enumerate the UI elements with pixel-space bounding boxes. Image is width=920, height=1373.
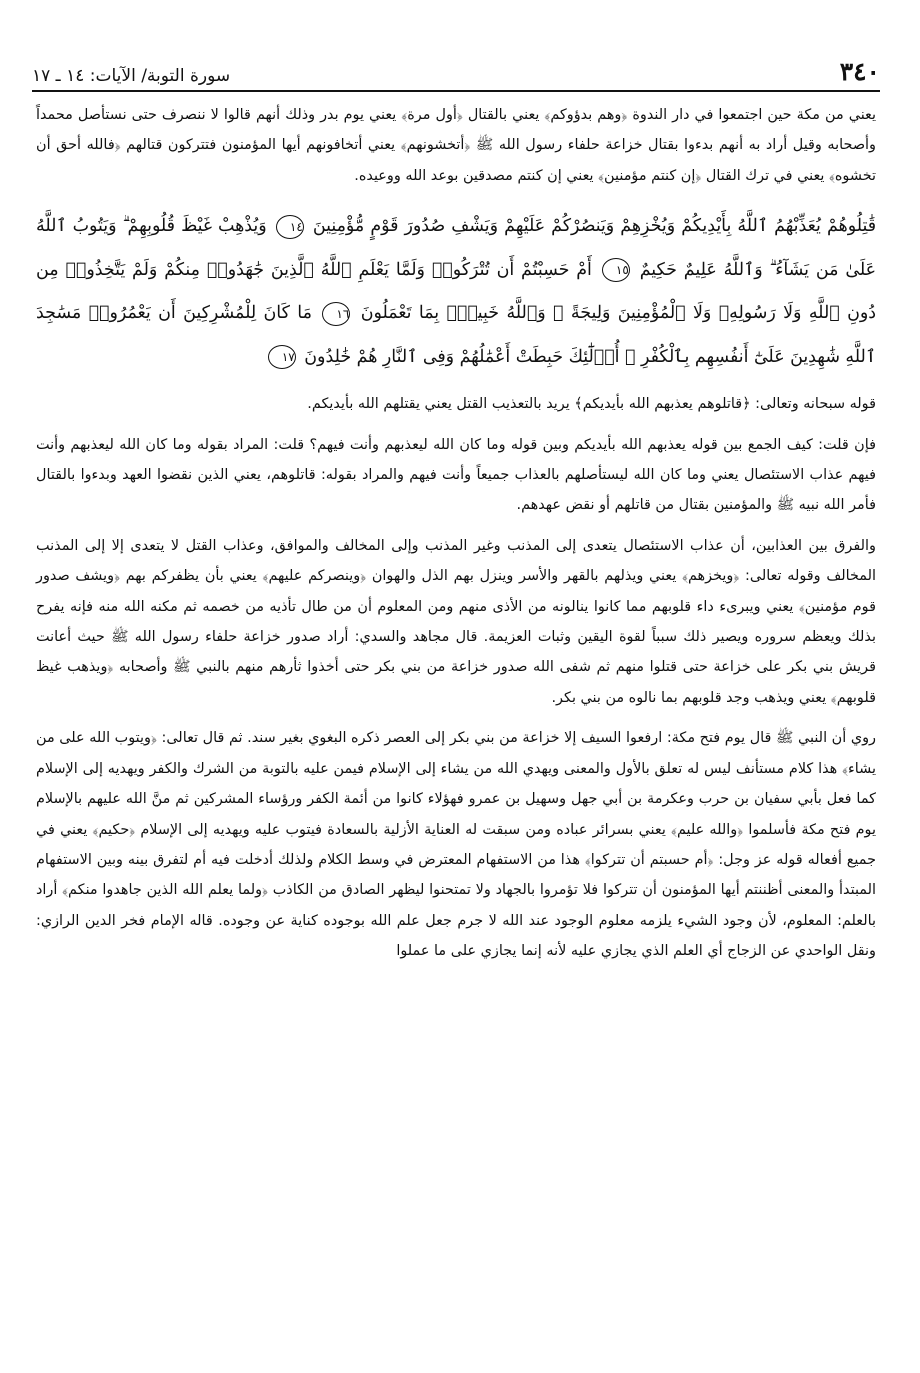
- quran-verses-block: [36, 205, 876, 379]
- ayah-17-text: مَا كَانَ لِلْمُشْرِكِينَ أَن يَعْمُرُوا۟ مَسَٰجِدَ ٱللَّهِ شَٰهِدِينَ عَلَىٰٓ أَنفُسِهِم بِٱلْكُفْرِ ۚ أُو۟لَٰٓئِكَ حَبِطَتْ أَعْمَٰلُهُمْ وَفِى ٱلنَّارِ هُمْ خَٰلِدُونَ: [36, 303, 876, 367]
- ayah-14-text: قَٰتِلُوهُمْ يُعَذِّبْهُمُ ٱللَّهُ بِأَيْدِيكُمْ وَيُخْزِهِمْ وَيَنصُرْكُمْ عَلَيْهِمْ وَيَشْفِ صُدُورَ قَوْمٍ مُّؤْمِنِينَ: [312, 216, 877, 237]
- page-number: ٣٤٠: [839, 57, 880, 86]
- ayah-16-text: أَمْ حَسِبْتُمْ أَن تُتْرَكُوا۟ وَلَمَّا يَعْلَمِ ٱللَّهُ ٱلَّذِينَ جَٰهَدُوا۟ مِنكُمْ وَلَمْ يَتَّخِذُوا۟ مِن دُونِ ٱللَّهِ وَلَا رَسُولِهِۦ وَلَا ٱلْمُؤْمِنِينَ وَلِيجَةً ۚ وَٱللَّهُ خَبِيرٌۢ بِمَا تَعْمَلُونَ: [36, 259, 876, 324]
- commentary-paragraph: والفرق بين العذابين، أن عذاب الاستئصال يتعدى إلى المذنب وغير المذنب وإلى المخالف والموافق، وعذاب القتل لا يتعدى إلا إلى المذنب المخالف وقوله تعالى: ﴿ويخزهم﴾ يعني ويذلهم بالقهر والأسر وينزل بهم الذل والهوان ﴿وينصركم عليهم﴾ يعني بأن يظفركم بهم ﴿ويشف صدور قوم مؤمنين﴾ يعني ويبرىء داء قلوبهم مما كانوا ينالونه من الأذى منهم ومن المعلوم أن من طال تأذيه من خصمه ثم مكنه الله منه فإنه يفرح بذلك ويعظم سروره ويصير ذلك سبباً لقوة اليقين وثبات العزيمة. قال مجاهد والسدي: أراد صدور خزاعة حلفاء رسول الله ﷺ حيث أعانت قريش بني بكر على خزاعة حتى قتلوا منهم ثم شفى الله صدور خزاعة من بني بكر حتى أخذوا ثأرهم منهم بالنبي ﷺ وأصحابه ﴿ويذهب غيظ قلوبهم﴾ يعني ويذهب وجد قلوبهم بما نالوه من بني بكر.: [36, 537, 876, 706]
- commentary-paragraph: روي أن النبي ﷺ قال يوم فتح مكة: ارفعوا السيف إلا خزاعة من بني بكر إلى العصر ذكره البغوي بغير سند. ثم قال تعالى: ﴿ويتوب الله على من يشاء﴾ هذا كلام مستأنف ليس له تعلق بالأول والمعنى ويهدي الله من يشاء إلى الإسلام فيمن عليه بالتوبة من الشرك والكفر ويهديه إلى الإسلام كما فعل بأبي سفيان بن حرب وعكرمة بن أبي جهل وسهيل بن عمرو فهؤلاء كانوا من أئمة الكفر ورؤساء المشركين ثم منَّ الله عليهم بالإسلام يوم فتح مكة فأسلموا ﴿والله عليم﴾ يعني بسرائر عباده ومن سبقت له العناية الأزلية بالسعادة فيتوب عليه ويهديه إلى الإسلام ﴿حكيم﴾ يعني في جميع أفعاله قوله عز وجل: ﴿أم حسبتم أن تتركوا﴾ هذا من الاستفهام المعترض في وسط الكلام ولذلك أدخلت فيه أم لتفرق بينه وبين الاستفهام المبتدأ والمعنى أظننتم أيها المؤمنون أن تتركوا فلا تؤمروا بالجهاد ولا تمتحنوا ليظهر الصادق من الكاذب ﴿ولما يعلم الله الذين جاهدوا منكم﴾ أراد بالعلم: المعلوم، لأن وجود الشيء يلزمه معلوم الوجود عند الله لا جرم جعل علم الله بوجوده كناية عن وجوده. قاله الإمام فخر الدين الرازي: ونقل الواحدي عن الزجاج أي العلم الذي يجازي عليه لأنه إنما يجازي على ما عملوا: [36, 730, 876, 960]
- page-content: [36, 100, 876, 1353]
- intro-paragraph: يعني من مكة حين اجتمعوا في دار الندوة ﴿وهم بدؤوكم﴾ يعني بالقتال ﴿أول مرة﴾ يعني يوم بدر وذلك أنهم قالوا لا ننصرف حتى نستأصل محمداً وأصحابه وقيل أراد به أنهم بدءوا بقتال خزاعة حلفاء رسول الله ﷺ ﴿أتخشونهم﴾ يعني أتخافونهم أيها المؤمنون فتتركون قتالهم ﴿فالله أحق أن تخشوه﴾ يعني في ترك القتال ﴿إن كنتم مؤمنين﴾ يعني إن كنتم مصدقين بوعد الله ووعيده.: [36, 107, 876, 184]
- ayah-number-marker: ١٤: [276, 215, 304, 239]
- commentary-paragraph: فإن قلت: كيف الجمع بين قوله يعذبهم الله بأيديكم وبين قوله وما كان الله ليعذبهم وأنت فيهم؟ قلت: المراد بقوله وما كان الله ليعذبهم وأنت فيهم عذاب الاستئصال يعني وما كان الله ليستأصلهم بالعذاب جميعاً وأنت فيهم والمراد بقوله: قاتلوهم، يعني الذين نقضوا العهد وبدءوا بالقتال فأمر الله نبيه ﷺ والمؤمنين بقتال من قاتلهم أو نقض عهدهم.: [36, 436, 876, 514]
- ayah-number-marker: ١٦: [322, 302, 350, 326]
- commentary-paragraph: قوله سبحانه وتعالى: ﴿قاتلوهم يعذبهم الله بأيديكم﴾ يريد بالتعذيب القتل يعني يقتلهم الله بأيديكم.: [307, 396, 876, 413]
- page-header: [32, 52, 880, 92]
- ayah-number-marker: ١٥: [602, 258, 630, 282]
- running-title: سورة التوبة/ الآيات: ١٤ ـ ١٧: [32, 66, 231, 86]
- ayah-number-marker: ١٧: [268, 345, 296, 369]
- ayah-15-text: وَيُذْهِبْ غَيْظَ قُلُوبِهِمْ ۗ وَيَتُوبُ ٱللَّهُ عَلَىٰ مَن يَشَآءُ ۗ وَٱللَّهُ عَلِيمٌ حَكِيمٌ: [36, 216, 876, 280]
